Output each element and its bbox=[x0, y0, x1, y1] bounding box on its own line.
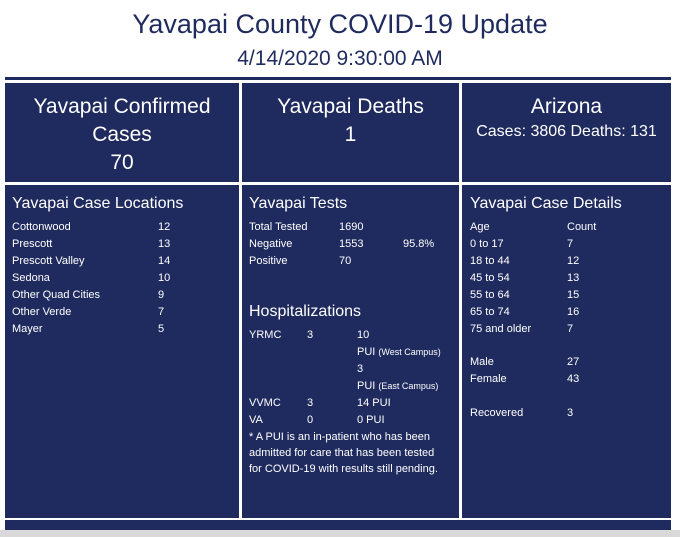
hospitalizations-title: Hospitalizations bbox=[249, 303, 362, 320]
location-count: 10 bbox=[158, 272, 171, 284]
yrmc-west-count: 10 bbox=[357, 329, 370, 341]
test-value: 70 bbox=[339, 255, 352, 267]
age-count: 7 bbox=[567, 238, 574, 250]
pui-footnote: * A PUI is an in-patient who has been admitted for care that has been tested for COVID-19 with results still pending. bbox=[249, 431, 438, 475]
location-count: 7 bbox=[158, 306, 165, 318]
tests-panel bbox=[242, 185, 459, 518]
arizona-stats: Cases: 3806 Deaths: 131 bbox=[476, 123, 657, 140]
count-column-header: Count bbox=[567, 221, 597, 233]
age-column-header: Age bbox=[470, 221, 490, 233]
confirmed-cases-panel bbox=[5, 83, 239, 182]
vvmc-name: VVMC bbox=[249, 397, 281, 409]
case-locations-title: Yavapai Case Locations bbox=[12, 195, 184, 212]
confirmed-value: 70 bbox=[110, 151, 134, 174]
recovered-label: Recovered bbox=[470, 407, 524, 419]
age-count: 7 bbox=[567, 323, 574, 335]
male-count: 27 bbox=[567, 356, 580, 368]
age-group: 18 to 44 bbox=[470, 255, 510, 267]
age-count: 16 bbox=[567, 306, 580, 318]
test-percent: 95.8% bbox=[403, 238, 435, 250]
case-details-panel bbox=[462, 185, 671, 518]
vvmc-count: 3 bbox=[307, 397, 314, 409]
case-details-title: Yavapai Case Details bbox=[470, 195, 622, 212]
yrmc-count: 3 bbox=[307, 329, 314, 341]
location-name: Prescott bbox=[12, 238, 53, 250]
age-group: 0 to 17 bbox=[470, 238, 504, 250]
footer-bar bbox=[5, 520, 671, 530]
va-name: VA bbox=[249, 414, 263, 426]
yrmc-west-label: PUI (West Campus) bbox=[357, 346, 441, 358]
location-count: 12 bbox=[158, 221, 171, 233]
age-count: 15 bbox=[567, 289, 580, 301]
confirmed-label-line1: Yavapai Confirmed bbox=[33, 95, 211, 118]
location-name: Other Quad Cities bbox=[12, 289, 101, 301]
age-group: 55 to 64 bbox=[470, 289, 510, 301]
female-label: Female bbox=[470, 373, 507, 385]
yrmc-name: YRMC bbox=[249, 329, 282, 341]
age-group: 75 and older bbox=[470, 323, 532, 335]
va-pui: 0 PUI bbox=[357, 414, 385, 426]
recovered-count: 3 bbox=[567, 407, 574, 419]
age-count: 12 bbox=[567, 255, 580, 267]
age-count: 13 bbox=[567, 272, 580, 284]
location-count: 9 bbox=[158, 289, 165, 301]
location-name: Sedona bbox=[12, 272, 50, 284]
yrmc-east-label: PUI (East Campus) bbox=[357, 380, 439, 392]
location-count: 14 bbox=[158, 255, 171, 267]
va-count: 0 bbox=[307, 414, 314, 426]
male-label: Male bbox=[470, 356, 494, 368]
confirmed-label-line2: Cases bbox=[92, 123, 152, 146]
deaths-label: Yavapai Deaths bbox=[277, 95, 424, 118]
header-divider bbox=[5, 77, 671, 80]
test-label: Positive bbox=[249, 255, 288, 267]
arizona-label: Arizona bbox=[530, 95, 603, 118]
yrmc-east-count: 3 bbox=[357, 363, 364, 375]
test-label: Total Tested bbox=[249, 221, 308, 233]
test-value: 1553 bbox=[339, 238, 364, 250]
bottom-scroll-track bbox=[0, 530, 680, 537]
vvmc-pui: 14 PUI bbox=[357, 397, 391, 409]
age-group: 45 to 54 bbox=[470, 272, 510, 284]
location-name: Cottonwood bbox=[12, 221, 71, 233]
age-group: 65 to 74 bbox=[470, 306, 510, 318]
deaths-panel bbox=[242, 83, 459, 182]
location-count: 5 bbox=[158, 323, 165, 335]
location-name: Mayer bbox=[12, 323, 43, 335]
deaths-value: 1 bbox=[344, 123, 357, 146]
page-title: Yavapai County COVID-19 Update bbox=[132, 9, 548, 39]
test-value: 1690 bbox=[339, 221, 364, 233]
arizona-panel bbox=[462, 83, 671, 182]
test-label: Negative bbox=[249, 238, 293, 250]
female-count: 43 bbox=[567, 373, 580, 385]
update-timestamp: 4/14/2020 9:30:00 AM bbox=[237, 47, 443, 70]
location-count: 13 bbox=[158, 238, 171, 250]
case-locations-panel bbox=[5, 185, 239, 518]
location-name: Prescott Valley bbox=[12, 255, 85, 267]
location-name: Other Verde bbox=[12, 306, 72, 318]
tests-title: Yavapai Tests bbox=[249, 195, 348, 212]
